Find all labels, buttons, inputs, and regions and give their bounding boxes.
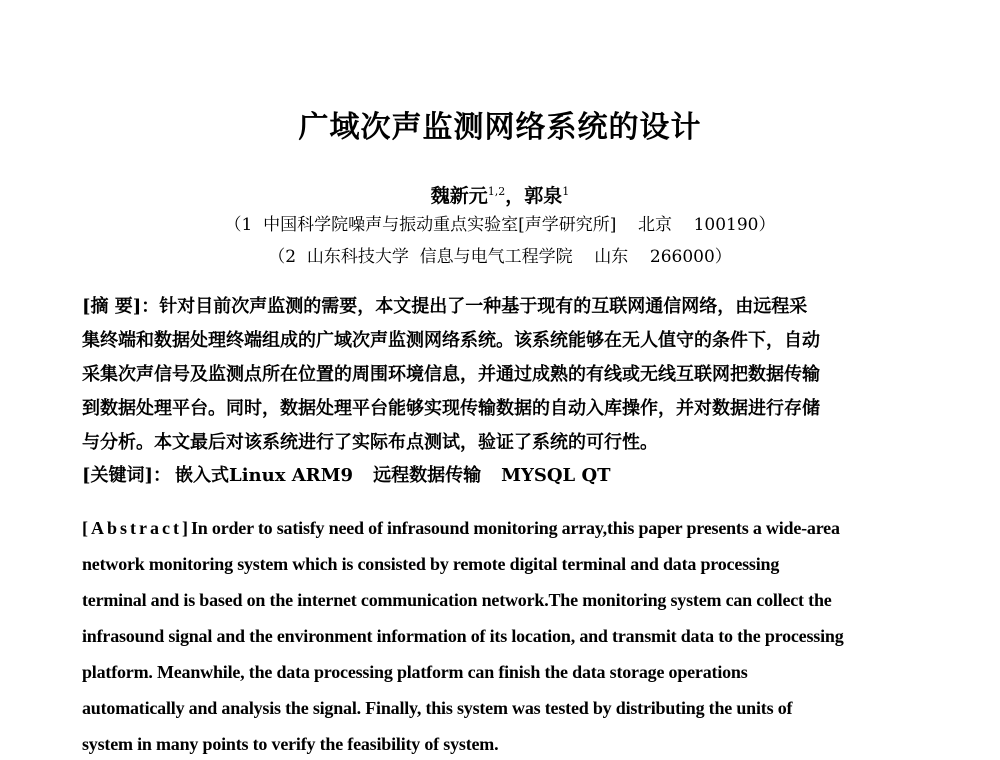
abstract-cn-line: 与分析。本文最后对该系统进行了实际布点测试，验证了系统的可行性。 bbox=[82, 432, 658, 453]
chinese-abstract bbox=[82, 290, 922, 492]
keywords-list bbox=[175, 465, 631, 486]
abstract-cn-line: 到数据处理平台。同时，数据处理平台能够实现传输数据的自动入库操作，并对数据进行存储 bbox=[82, 398, 820, 419]
author-name: 郭泉 bbox=[524, 185, 563, 207]
abstract-en-line: infrasound signal and the environment information of its location, and transmit data to the processing bbox=[82, 626, 844, 646]
author-affiliation-marker: 1,2 bbox=[487, 185, 506, 198]
abstract-en-line: terminal and is based on the internet communication network.The monitoring system can collect the bbox=[82, 590, 832, 610]
paper-title: 广域次声监测网络系统的设计 bbox=[298, 110, 702, 145]
author-name: 魏新元 bbox=[430, 185, 488, 207]
abstract-cn-line: 集终端和数据处理终端组成的广域次声监测网络系统。该系统能够在无人值守的条件下，自动 bbox=[82, 330, 820, 351]
author-separator: ， bbox=[505, 185, 525, 207]
abstract-cn-line: [摘 要]：针对目前次声监测的需要，本文提出了一种基于现有的互联网通信网络，由远程采 bbox=[82, 296, 808, 317]
english-abstract bbox=[82, 510, 932, 760]
keywords-line bbox=[82, 460, 922, 492]
affiliation-line: （1 中国科学院噪声与振动重点实验室[声学研究所] 北京 100190） bbox=[224, 215, 776, 235]
abstract-en-text: In order to satisfy need of infrasound monitoring array,this paper presents a wide-area bbox=[190, 518, 840, 538]
abstract-en-line: automatically and analysis the signal. Finally, this system was tested by distributing the units of bbox=[82, 698, 793, 718]
abstract-en-line: system in many points to verify the feasibility of system. bbox=[82, 734, 499, 754]
affiliation-line: （2 山东科技大学 信息与电气工程学院 山东 266000） bbox=[268, 247, 732, 267]
abstract-en-line: network monitoring system which is consisted by remote digital terminal and data processing bbox=[82, 554, 780, 574]
keywords-label: [关键词]： bbox=[82, 465, 172, 486]
abstract-en-line bbox=[82, 510, 932, 546]
author-affiliation-marker: 1 bbox=[562, 185, 570, 198]
abstract-cn-line: 采集次声信号及监测点所在位置的周围环境信息，并通过成熟的有线或无线互联网把数据传输 bbox=[82, 364, 820, 385]
author-line bbox=[0, 180, 1000, 208]
keyword: MYSQL QT bbox=[501, 465, 611, 486]
abstract-en-label: [Abstract] bbox=[82, 518, 191, 538]
abstract-en-line: platform. Meanwhile, the data processing platform can finish the data storage operations bbox=[82, 662, 748, 682]
keyword: 远程数据传输 bbox=[373, 465, 482, 486]
keyword: 嵌入式Linux ARM9 bbox=[175, 465, 354, 486]
